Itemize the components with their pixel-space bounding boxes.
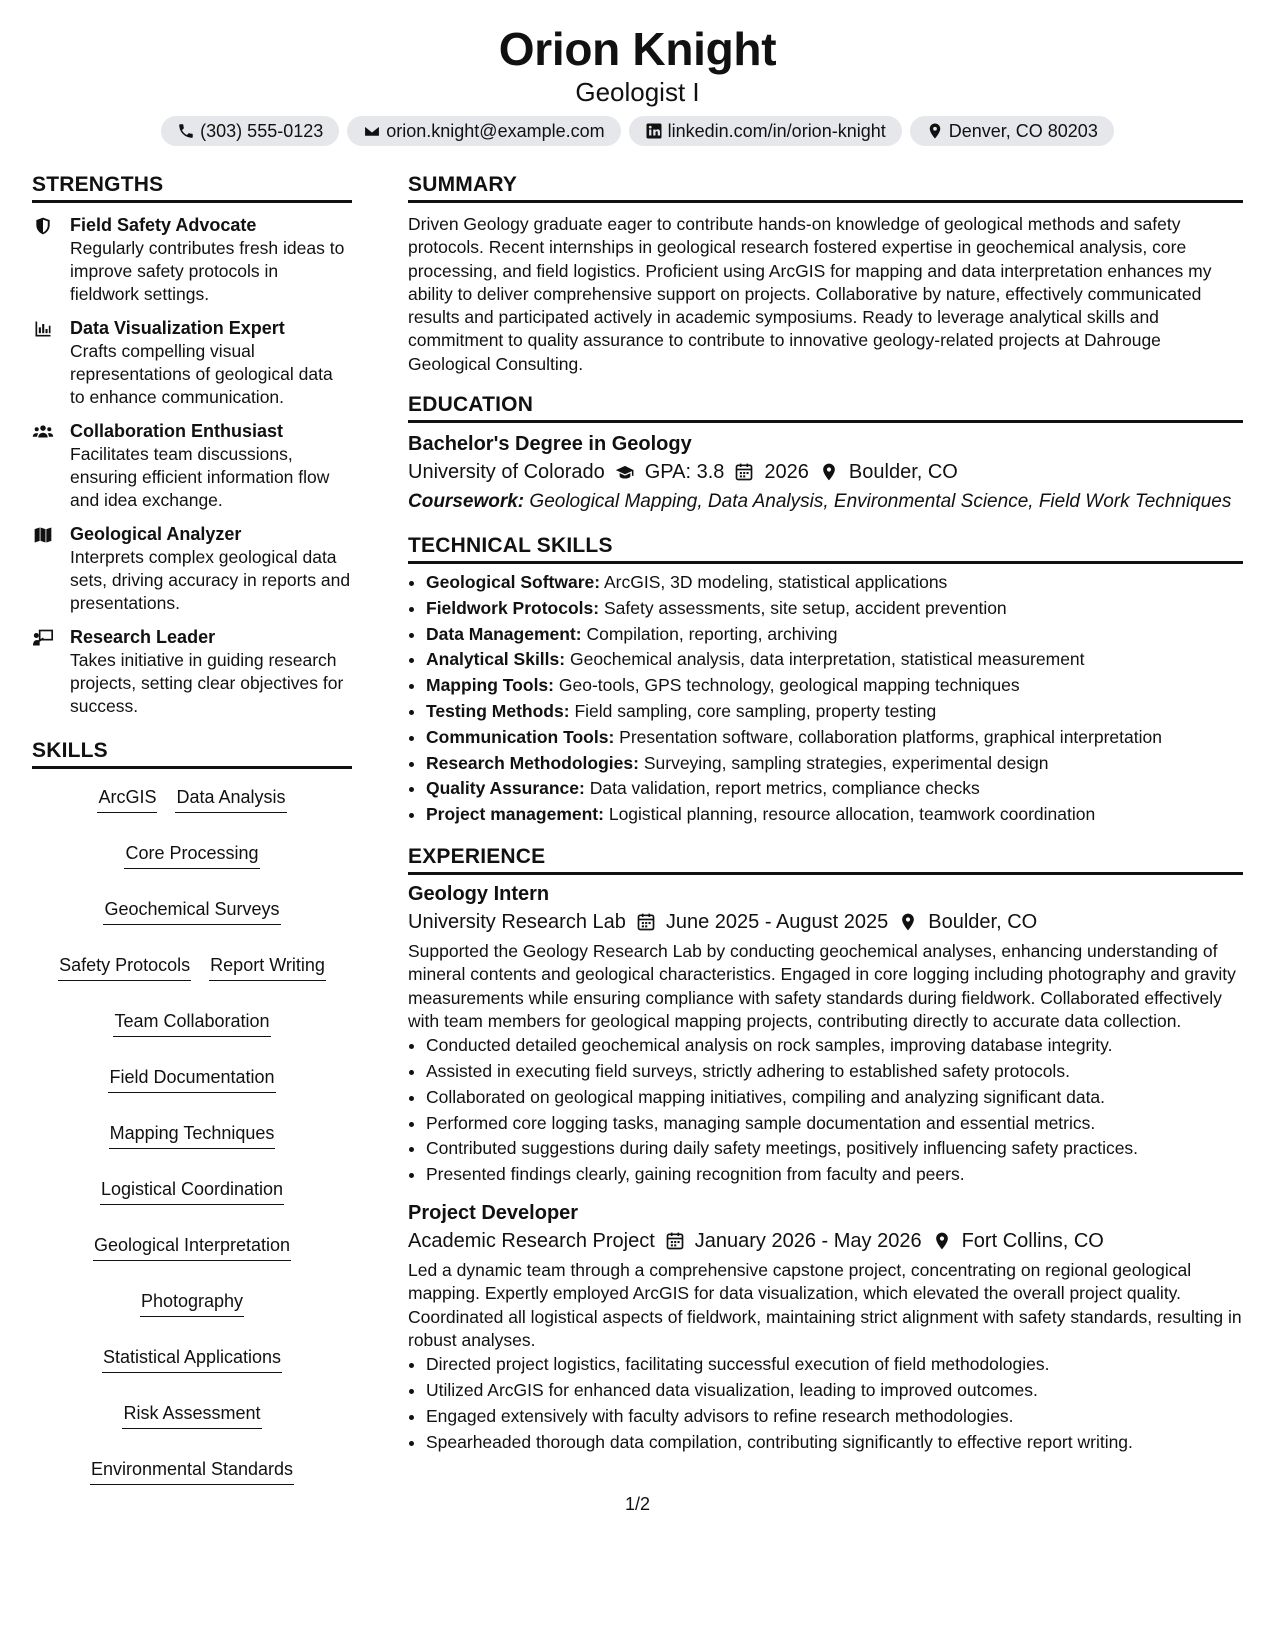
tech-skill-label: Research Methodologies: bbox=[426, 752, 639, 773]
list-item bbox=[426, 596, 1243, 622]
page-number: 1/2 bbox=[624, 1494, 651, 1514]
list-item bbox=[426, 622, 1243, 648]
job-location: Fort Collins, CO bbox=[961, 1230, 1104, 1253]
envelope-icon bbox=[363, 122, 381, 140]
strength-title: Geological Analyzer bbox=[70, 524, 242, 544]
grad-year: 2026 bbox=[764, 461, 809, 484]
list-item: • Performed core logging tasks, managing sample documentation and essential metrics. bbox=[426, 1111, 1243, 1137]
list-item bbox=[426, 699, 1243, 725]
map-icon bbox=[32, 525, 54, 545]
strength-title: Collaboration Enthusiast bbox=[70, 421, 284, 441]
strength-desc: Facilitates team discussions, ensuring efficient information flow and idea exchange. bbox=[70, 444, 330, 510]
job-bullets bbox=[408, 1352, 1243, 1455]
technical-skills-heading: TECHNICAL SKILLS bbox=[408, 531, 1243, 564]
job-description: Supported the Geology Research Lab by conducting geochemical analyses, enhancing understanding of mineral contents and geological characteristics. Engaged in core logging including photography and gravity measurements while ensuring compliance with safety standards during fieldwork. Collaborated effectively with team members for geological mapping projects, contributing directly to accurate data collection. bbox=[408, 941, 1236, 1031]
list-item: • Spearheaded thorough data compilation, contributing significantly to effective report writing. bbox=[426, 1430, 1243, 1456]
map-pin-icon bbox=[898, 912, 918, 932]
experience-heading: EXPERIENCE bbox=[408, 842, 1243, 875]
shield-icon bbox=[32, 216, 54, 236]
left-column bbox=[32, 170, 352, 1485]
resume-header bbox=[0, 0, 1275, 146]
strength-item bbox=[32, 522, 352, 615]
tech-skill-text: Geo-tools, GPS technology, geological mapping techniques bbox=[558, 675, 1020, 696]
tech-skill-text: Data validation, report metrics, compliance checks bbox=[589, 778, 980, 799]
calendar-icon bbox=[734, 462, 754, 482]
strength-item bbox=[32, 213, 352, 306]
coursework bbox=[408, 490, 1243, 513]
strength-title: Field Safety Advocate bbox=[70, 215, 257, 235]
teacher-icon bbox=[32, 628, 54, 648]
list-item: • Directed project logistics, facilitating successful execution of field methodologies. bbox=[426, 1352, 1243, 1378]
strength-desc: Crafts compelling visual representations of geological data to enhance communication. bbox=[70, 341, 333, 407]
tech-skill-label: Quality Assurance: bbox=[426, 778, 585, 799]
phone-icon bbox=[177, 122, 195, 140]
candidate-role: Geologist I bbox=[575, 77, 700, 107]
map-pin-icon bbox=[932, 1231, 952, 1251]
phone-text: (303) 555-0123 bbox=[200, 121, 324, 141]
skill-tag: Safety Protocols bbox=[58, 953, 191, 981]
tech-skill-text: Surveying, sampling strategies, experimental design bbox=[643, 752, 1049, 773]
skill-tag: Geochemical Surveys bbox=[103, 897, 280, 925]
skill-tag: Report Writing bbox=[209, 953, 326, 981]
skill-tag: ArcGIS bbox=[97, 785, 157, 813]
list-item bbox=[426, 647, 1243, 673]
skill-tag: Core Processing bbox=[124, 841, 259, 869]
tech-skill-label: Project management: bbox=[426, 804, 604, 825]
summary-text: Driven Geology graduate eager to contribute hands-on knowledge of geological methods and safety protocols. Recent internships in geological research fostered expertise in geochemical analysis, core processing, and field logistics. Proficient using ArcGIS for mapping and data interpretation enhances my ability to deliver comprehensive support on projects. Collaborative by nature, effectively communicated results and participated actively in academic symposiums. Ready to leverage analytical skills and commitment to quality assurance to contribute to innovative geology-related projects at Dahrouge Geological Consulting. bbox=[408, 214, 1212, 374]
education-heading: EDUCATION bbox=[408, 390, 1243, 423]
phone-chip[interactable] bbox=[161, 116, 339, 146]
list-item bbox=[426, 673, 1243, 699]
tech-skill-text: Compilation, reporting, archiving bbox=[586, 623, 838, 644]
strengths-heading: STRENGTHS bbox=[32, 170, 352, 203]
list-item: • Collaborated on geological mapping initiatives, compiling and analyzing significant data. bbox=[426, 1085, 1243, 1111]
tech-skill-text: Presentation software, collaboration platforms, graphical interpretation bbox=[619, 726, 1162, 747]
list-item bbox=[426, 802, 1243, 828]
job-meta bbox=[408, 1227, 1243, 1255]
strength-item bbox=[32, 419, 352, 512]
gpa-text: GPA: 3.8 bbox=[644, 461, 725, 484]
skill-tag: Mapping Techniques bbox=[109, 1121, 276, 1149]
job-description: Led a dynamic team through a comprehensive capstone project, concentrating on regional geological mapping. Expertly employed ArcGIS for data visualization, which elevated the overall project quality. Coordinated all logistical aspects of fieldwork, maintaining strict alignment with safety standards, resulting in robust analyses. bbox=[408, 1260, 1242, 1350]
skill-tag: Photography bbox=[140, 1289, 244, 1317]
candidate-name: Orion Knight bbox=[498, 23, 777, 75]
graduation-cap-icon bbox=[615, 462, 635, 482]
users-icon bbox=[32, 422, 54, 442]
tech-skill-text: Safety assessments, site setup, accident prevention bbox=[603, 597, 1007, 618]
job-meta bbox=[408, 908, 1243, 936]
tech-skill-text: Field sampling, core sampling, property testing bbox=[574, 701, 937, 722]
coursework-text: Geological Mapping, Data Analysis, Environmental Science, Field Work Techniques bbox=[529, 491, 1232, 513]
skill-tag: Geological Interpretation bbox=[93, 1233, 291, 1261]
calendar-icon bbox=[636, 912, 656, 932]
skill-tag: Data Analysis bbox=[175, 785, 286, 813]
strength-item bbox=[32, 316, 352, 409]
tech-skill-label: Communication Tools: bbox=[426, 726, 615, 747]
strength-title: Research Leader bbox=[70, 627, 216, 647]
tech-skill-text: Geochemical analysis, data interpretation, statistical measurement bbox=[569, 649, 1085, 670]
skill-tag: Environmental Standards bbox=[90, 1457, 294, 1485]
list-item bbox=[426, 776, 1243, 802]
linkedin-text: linkedin.com/in/orion-knight bbox=[667, 121, 886, 141]
strength-title: Data Visualization Expert bbox=[70, 318, 285, 338]
job-title: Project Developer bbox=[408, 1202, 579, 1225]
coursework-label: Coursework: bbox=[408, 491, 525, 513]
chart-icon bbox=[32, 319, 54, 339]
skill-tag: Logistical Coordination bbox=[100, 1177, 284, 1205]
strength-item bbox=[32, 625, 352, 718]
list-item bbox=[426, 751, 1243, 777]
school-name: University of Colorado bbox=[408, 461, 605, 484]
technical-skills-list bbox=[408, 570, 1243, 828]
tech-skill-text: ArcGIS, 3D modeling, statistical applications bbox=[603, 572, 948, 593]
skill-tag: Team Collaboration bbox=[113, 1009, 270, 1037]
tech-skill-label: Fieldwork Protocols: bbox=[426, 597, 600, 618]
list-item bbox=[426, 725, 1243, 751]
degree-title: Bachelor's Degree in Geology bbox=[408, 433, 692, 456]
skills-list bbox=[32, 779, 352, 1485]
list-item: • Contributed suggestions during daily safety meetings, positively influencing safety practices. bbox=[426, 1136, 1243, 1162]
location-chip[interactable] bbox=[910, 116, 1114, 146]
school-location: Boulder, CO bbox=[848, 461, 958, 484]
location-text: Denver, CO 80203 bbox=[948, 121, 1098, 141]
skill-tag: Statistical Applications bbox=[102, 1345, 282, 1373]
body-columns bbox=[32, 170, 1243, 1485]
tech-skill-label: Analytical Skills: bbox=[426, 649, 566, 670]
map-pin-icon bbox=[819, 462, 839, 482]
skill-tag: Field Documentation bbox=[108, 1065, 275, 1093]
map-pin-icon bbox=[926, 122, 944, 140]
list-item: • Presented findings clearly, gaining recognition from faculty and peers. bbox=[426, 1162, 1243, 1188]
list-item: • Engaged extensively with faculty advisors to refine research methodologies. bbox=[426, 1404, 1243, 1430]
list-item bbox=[426, 570, 1243, 596]
tech-skill-label: Data Management: bbox=[426, 623, 582, 644]
job-location: Boulder, CO bbox=[928, 911, 1038, 934]
job-dates: June 2025 - August 2025 bbox=[665, 911, 889, 934]
job-org: Academic Research Project bbox=[408, 1230, 655, 1253]
job-entry bbox=[408, 881, 1243, 1188]
tech-skill-label: Mapping Tools: bbox=[426, 675, 554, 696]
summary-heading: SUMMARY bbox=[408, 170, 1243, 203]
education-meta bbox=[408, 458, 1243, 486]
tech-skill-label: Geological Software: bbox=[426, 572, 601, 593]
contact-bar bbox=[0, 116, 1275, 146]
list-item: • Assisted in executing field surveys, strictly adhering to established safety protocols. bbox=[426, 1059, 1243, 1085]
list-item: • Utilized ArcGIS for enhanced data visualization, leading to improved outcomes. bbox=[426, 1378, 1243, 1404]
job-entry bbox=[408, 1200, 1243, 1455]
right-column bbox=[408, 170, 1243, 1485]
job-dates: January 2026 - May 2026 bbox=[694, 1230, 922, 1253]
skills-heading: SKILLS bbox=[32, 736, 352, 769]
strength-desc: Interprets complex geological data sets, driving accuracy in reports and presentations. bbox=[70, 547, 351, 613]
email-text: orion.knight@example.com bbox=[386, 121, 605, 141]
job-org: University Research Lab bbox=[408, 911, 626, 934]
email-chip[interactable] bbox=[347, 116, 620, 146]
skill-tag: Risk Assessment bbox=[122, 1401, 261, 1429]
linkedin-chip[interactable] bbox=[629, 116, 902, 146]
strength-desc: Takes initiative in guiding research projects, setting clear objectives for success. bbox=[70, 650, 344, 716]
job-bullets bbox=[408, 1033, 1243, 1188]
calendar-icon bbox=[665, 1231, 685, 1251]
linkedin-icon bbox=[645, 122, 663, 140]
tech-skill-label: Testing Methods: bbox=[426, 701, 570, 722]
job-title: Geology Intern bbox=[408, 883, 550, 906]
list-item: • Conducted detailed geochemical analysis on rock samples, improving database integrity. bbox=[426, 1033, 1243, 1059]
strength-desc: Regularly contributes fresh ideas to improve safety protocols in fieldwork settings. bbox=[70, 238, 345, 304]
tech-skill-text: Logistical planning, resource allocation, teamwork coordination bbox=[608, 804, 1096, 825]
